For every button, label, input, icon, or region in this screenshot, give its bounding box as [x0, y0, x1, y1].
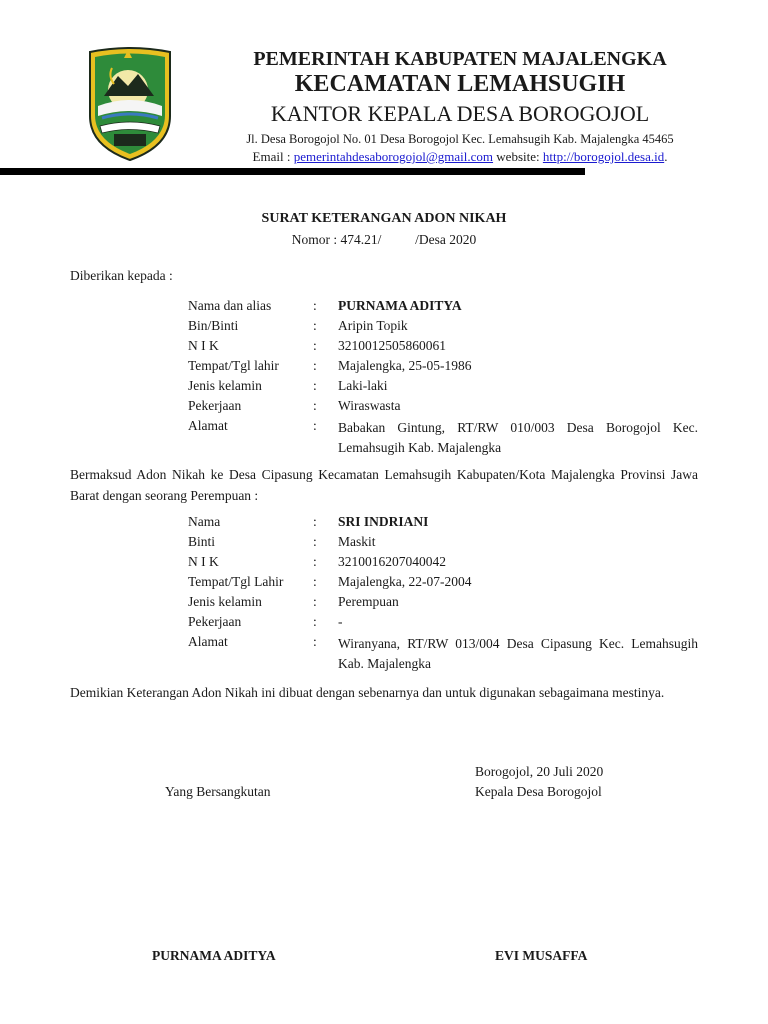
field-value: 3210012505860061 [338, 338, 446, 353]
groom-row-parent [188, 318, 698, 338]
signature-right-role: Kepala Desa Borogojol [475, 784, 602, 799]
field-value: 3210016207040042 [338, 554, 446, 569]
signature-right-name: EVI MUSAFFA [495, 948, 588, 963]
signature-place-date: Borogojol, 20 Juli 2020 [475, 764, 604, 779]
field-colon: : [313, 318, 317, 333]
bride-row-birth [188, 574, 698, 594]
field-colon: : [313, 594, 317, 609]
field-label: Jenis kelamin [188, 594, 262, 609]
groom-row-gender [188, 378, 698, 398]
letter-title: SURAT KETERANGAN ADON NIKAH [261, 211, 507, 226]
field-colon: : [313, 418, 317, 433]
field-label: Pekerjaan [188, 398, 242, 413]
website-link[interactable]: http://borogojol.desa.id [542, 149, 665, 164]
email-link[interactable]: pemerintahdesaborogojol@gmail.com [293, 149, 494, 164]
field-label: Alamat [188, 418, 228, 433]
bride-row-address [188, 634, 698, 674]
letter-number: Nomor : 474.21/ /Desa 2020 [291, 232, 477, 247]
field-value: Aripin Topik [338, 318, 408, 333]
bride-row-occupation [188, 614, 698, 634]
field-colon: : [313, 514, 317, 529]
signature-left-role: Yang Bersangkutan [165, 784, 271, 799]
field-label: Nama dan alias [188, 298, 272, 313]
website-suffix: . [664, 149, 668, 164]
groom-row-nik [188, 338, 698, 358]
field-value: SRI INDRIANI [338, 514, 429, 529]
field-value: Laki-laki [338, 378, 388, 393]
field-value: Wiraswasta [338, 398, 401, 413]
field-value: Maskit [338, 534, 376, 549]
field-value: - [338, 614, 343, 629]
bride-row-parent [188, 534, 698, 554]
header-office-name: KANTOR KEPALA DESA BOROGOJOL [270, 101, 650, 126]
field-label: Pekerjaan [188, 614, 242, 629]
field-label: N I K [188, 554, 219, 569]
field-value: Babakan Gintung, RT/RW 010/003 Desa Borogojol Kec. Lemahsugih Kab. Majalengka [338, 420, 698, 455]
header-contact [160, 149, 760, 165]
field-colon: : [313, 614, 317, 629]
bride-row-gender [188, 594, 698, 614]
header-address: Jl. Desa Borogojol No. 01 Desa Borogojol Kec. Lemahsugih Kab. Majalengka 45465 [246, 132, 674, 146]
field-value: Majalengka, 25-05-1986 [338, 358, 472, 373]
field-label: Nama [188, 514, 221, 529]
header-district-name: KECAMATAN LEMAHSUGIH [294, 71, 626, 97]
signature-left-name: PURNAMA ADITYA [152, 948, 276, 963]
field-colon: : [313, 378, 317, 393]
field-label: Binti [188, 534, 216, 549]
field-label: Tempat/Tgl lahir [188, 358, 279, 373]
website-label: website: [493, 149, 543, 164]
field-label: N I K [188, 338, 219, 353]
header-divider [0, 168, 585, 175]
field-label: Tempat/Tgl Lahir [188, 574, 284, 589]
groom-row-name [188, 298, 698, 318]
closing-paragraph: Demikian Keterangan Adon Nikah ini dibuat dengan sebenarnya dan untuk digunakan sebagaimana mestinya. [70, 685, 665, 700]
email-label: Email : [252, 149, 294, 164]
groom-row-birth [188, 358, 698, 378]
field-value: Perempuan [338, 594, 399, 609]
groom-row-address [188, 418, 698, 458]
bride-row-nik [188, 554, 698, 574]
bride-row-name [188, 514, 698, 534]
field-value: Wiranyana, RT/RW 013/004 Desa Cipasung Kec. Lemahsugih Kab. Majalengka [338, 636, 698, 671]
field-colon: : [313, 574, 317, 589]
field-value: Majalengka, 22-07-2004 [338, 574, 472, 589]
field-colon: : [313, 634, 317, 649]
field-label: Alamat [188, 634, 228, 649]
groom-row-occupation [188, 398, 698, 418]
intro-text: Diberikan kepada : [70, 268, 173, 283]
field-colon: : [313, 358, 317, 373]
purpose-paragraph: Bermaksud Adon Nikah ke Desa Cipasung Kecamatan Lemahsugih Kabupaten/Kota Majalengka Provinsi Jawa Barat dengan seorang Perempuan : [70, 467, 698, 503]
field-label: Jenis kelamin [188, 378, 262, 393]
field-colon: : [313, 554, 317, 569]
field-colon: : [313, 338, 317, 353]
field-value: PURNAMA ADITYA [338, 298, 462, 313]
header-government-name: PEMERINTAH KABUPATEN MAJALENGKA [253, 48, 667, 70]
field-colon: : [313, 398, 317, 413]
field-colon: : [313, 534, 317, 549]
field-label: Bin/Binti [188, 318, 239, 333]
field-colon: : [313, 298, 317, 313]
